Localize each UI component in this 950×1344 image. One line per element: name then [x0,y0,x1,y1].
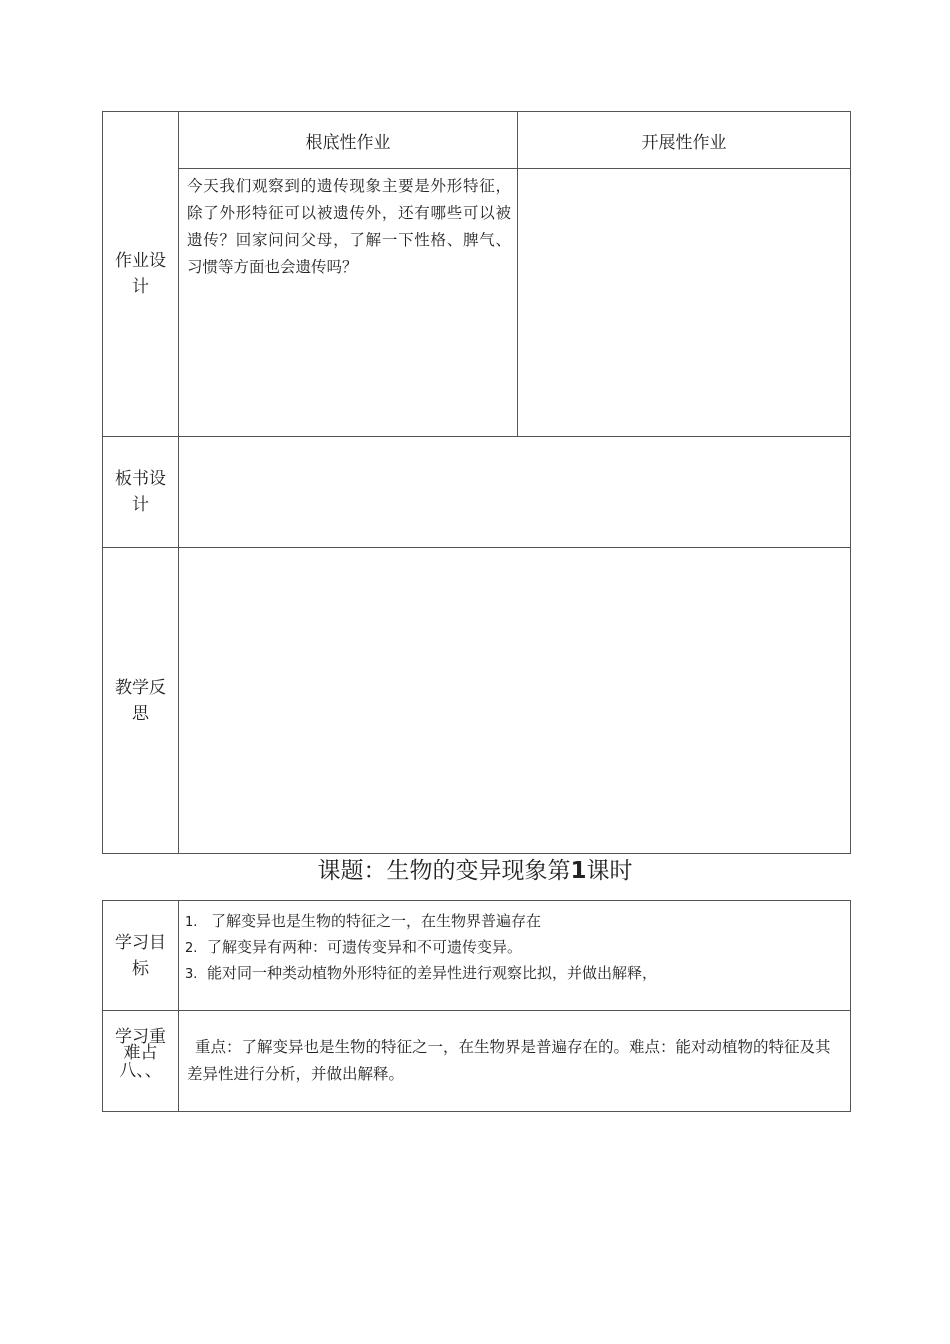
objectives-table [102,900,851,1112]
objectives-list [179,901,851,1011]
lesson-title-number: 1 [570,858,587,884]
basic-homework-header: 根底性作业 [179,112,518,169]
board-design-label: 板书设计 [103,437,179,548]
board-design-content [179,437,851,548]
reflection-label: 教学反思 [103,548,179,854]
lesson-title-suffix: 课时 [586,858,633,884]
objective-item: 2. 了解变异有两种：可遗传变异和不可遗传变异。 [185,938,523,956]
lesson-plan-table [102,111,851,854]
lesson-title-prefix: 课题：生物的变异现象第 [317,858,571,884]
homework-row-label: 作业设计 [103,112,179,437]
key-points-label: 学习重 难占 八、、 [103,1011,179,1112]
basic-homework-content: 今天我们观察到的遗传现象主要是外形特征，除了外形特征可以被遗传外，还有哪些可以被遗传？回家问问父母，了解一下性格、脾气、习惯等方面也会遗传吗？ [179,169,518,437]
key-points-content: 重点：了解变异也是生物的特征之一，在生物界是普遍存在的。难点：能对动植物的特征及其差异性进行分析，并做出解释。 [179,1011,851,1112]
lesson-title [0,853,950,889]
reflection-content [179,548,851,854]
objectives-label: 学习目标 [103,901,179,1011]
objective-item: 3. 能对同一种类动植物外形特征的差异性进行观察比拟，并做出解释， [185,964,658,982]
extended-homework-header: 开展性作业 [518,112,851,169]
objective-item: 1. 了解变异也是生物的特征之一，在生物界普遍存在 [185,912,542,930]
extended-homework-content [518,169,851,437]
